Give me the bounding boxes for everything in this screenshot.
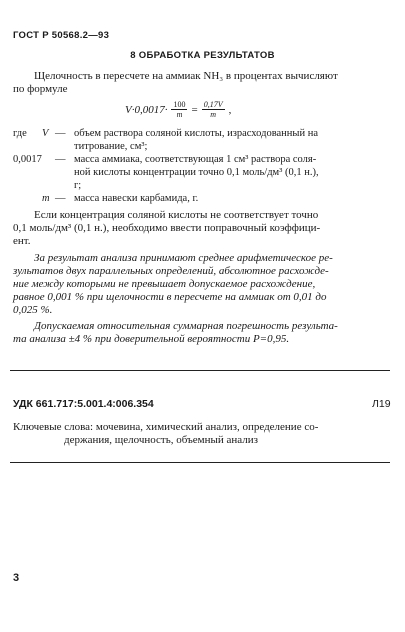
- intro-line-2: по формуле: [13, 83, 68, 95]
- fraction-2-denominator: m: [210, 110, 217, 119]
- definition-c-symbol: 0,0017: [13, 154, 42, 165]
- formula-tail: ,: [228, 103, 232, 116]
- formula-left: V·0,0017·: [125, 103, 168, 116]
- definition-v-text-2: титрование, см³;: [74, 141, 148, 152]
- correction-line-2: 0,1 моль/дм³ (0,1 н.), необходимо ввести поправочный коэффици-: [13, 222, 321, 234]
- fraction-2-numerator: 0,17V: [203, 100, 223, 109]
- definition-v-symbol: V: [42, 128, 49, 139]
- definition-c-text-1: масса аммиака, соответствующая 1 см³ раствора соля-: [74, 154, 317, 165]
- definition-v-text-1: объем раствора соляной кислоты, израсходованный на: [74, 128, 318, 139]
- keywords-line-1: Ключевые слова: мочевина, химический анализ, определение со-: [13, 421, 319, 433]
- correction-line-3: ент.: [13, 235, 31, 247]
- definition-c-text-2: ной кислоты концентрации точно 0,1 моль/дм³ (0,1 н.),: [74, 167, 319, 178]
- udk-code: УДК 661.717:5.001.4:006.354: [13, 398, 154, 410]
- divider-top: [10, 370, 390, 371]
- formula-fraction-1: [171, 100, 187, 119]
- fraction-1-numerator: 100: [173, 100, 186, 109]
- definition-v-dash: —: [55, 128, 66, 139]
- result-line-4: равное 0,001 % при щелочности в пересчете на аммиак от 0,01 до: [13, 291, 327, 303]
- formula: [125, 100, 231, 119]
- divider-bottom: [10, 462, 390, 463]
- definition-m-symbol: m: [42, 193, 50, 204]
- udk-group: Л19: [372, 398, 391, 410]
- intro-line-1: Щелочность в пересчете на аммиак NH₃ в процентах вычисляют: [34, 70, 338, 82]
- result-line-3: ние между которыми не превышает допускаемое расхождение,: [13, 278, 316, 290]
- error-line-2: та анализа ±4 % при доверительной вероятности P=0,95.: [13, 333, 290, 345]
- formula-equals: =: [191, 103, 198, 116]
- page-number: 3: [13, 572, 20, 584]
- correction-line-1: Если концентрация соляной кислоты не соответствует точно: [34, 209, 319, 221]
- definition-m-dash: —: [55, 193, 66, 204]
- formula-fraction-2: [202, 100, 225, 119]
- section-title: 8 ОБРАБОТКА РЕЗУЛЬТАТОВ: [130, 50, 275, 61]
- result-line-1: За результат анализа принимают среднее арифметическое ре-: [34, 252, 333, 264]
- definition-m-text: масса навески карбамида, г.: [74, 193, 199, 204]
- result-line-5: 0,025 %.: [13, 304, 53, 316]
- definition-c-text-3: г;: [74, 180, 82, 191]
- standard-header: ГОСТ Р 50568.2—93: [13, 30, 110, 41]
- result-line-2: зультатов двух параллельных определений, абсолютное расхожде-: [13, 265, 329, 277]
- definition-c-dash: —: [55, 154, 66, 165]
- fraction-1-denominator: m: [176, 110, 183, 119]
- keywords-line-2: держания, щелочность, объемный анализ: [64, 434, 258, 446]
- definition-where: где: [13, 128, 27, 139]
- error-line-1: Допускаемая относительная суммарная погрешность результа-: [34, 320, 338, 332]
